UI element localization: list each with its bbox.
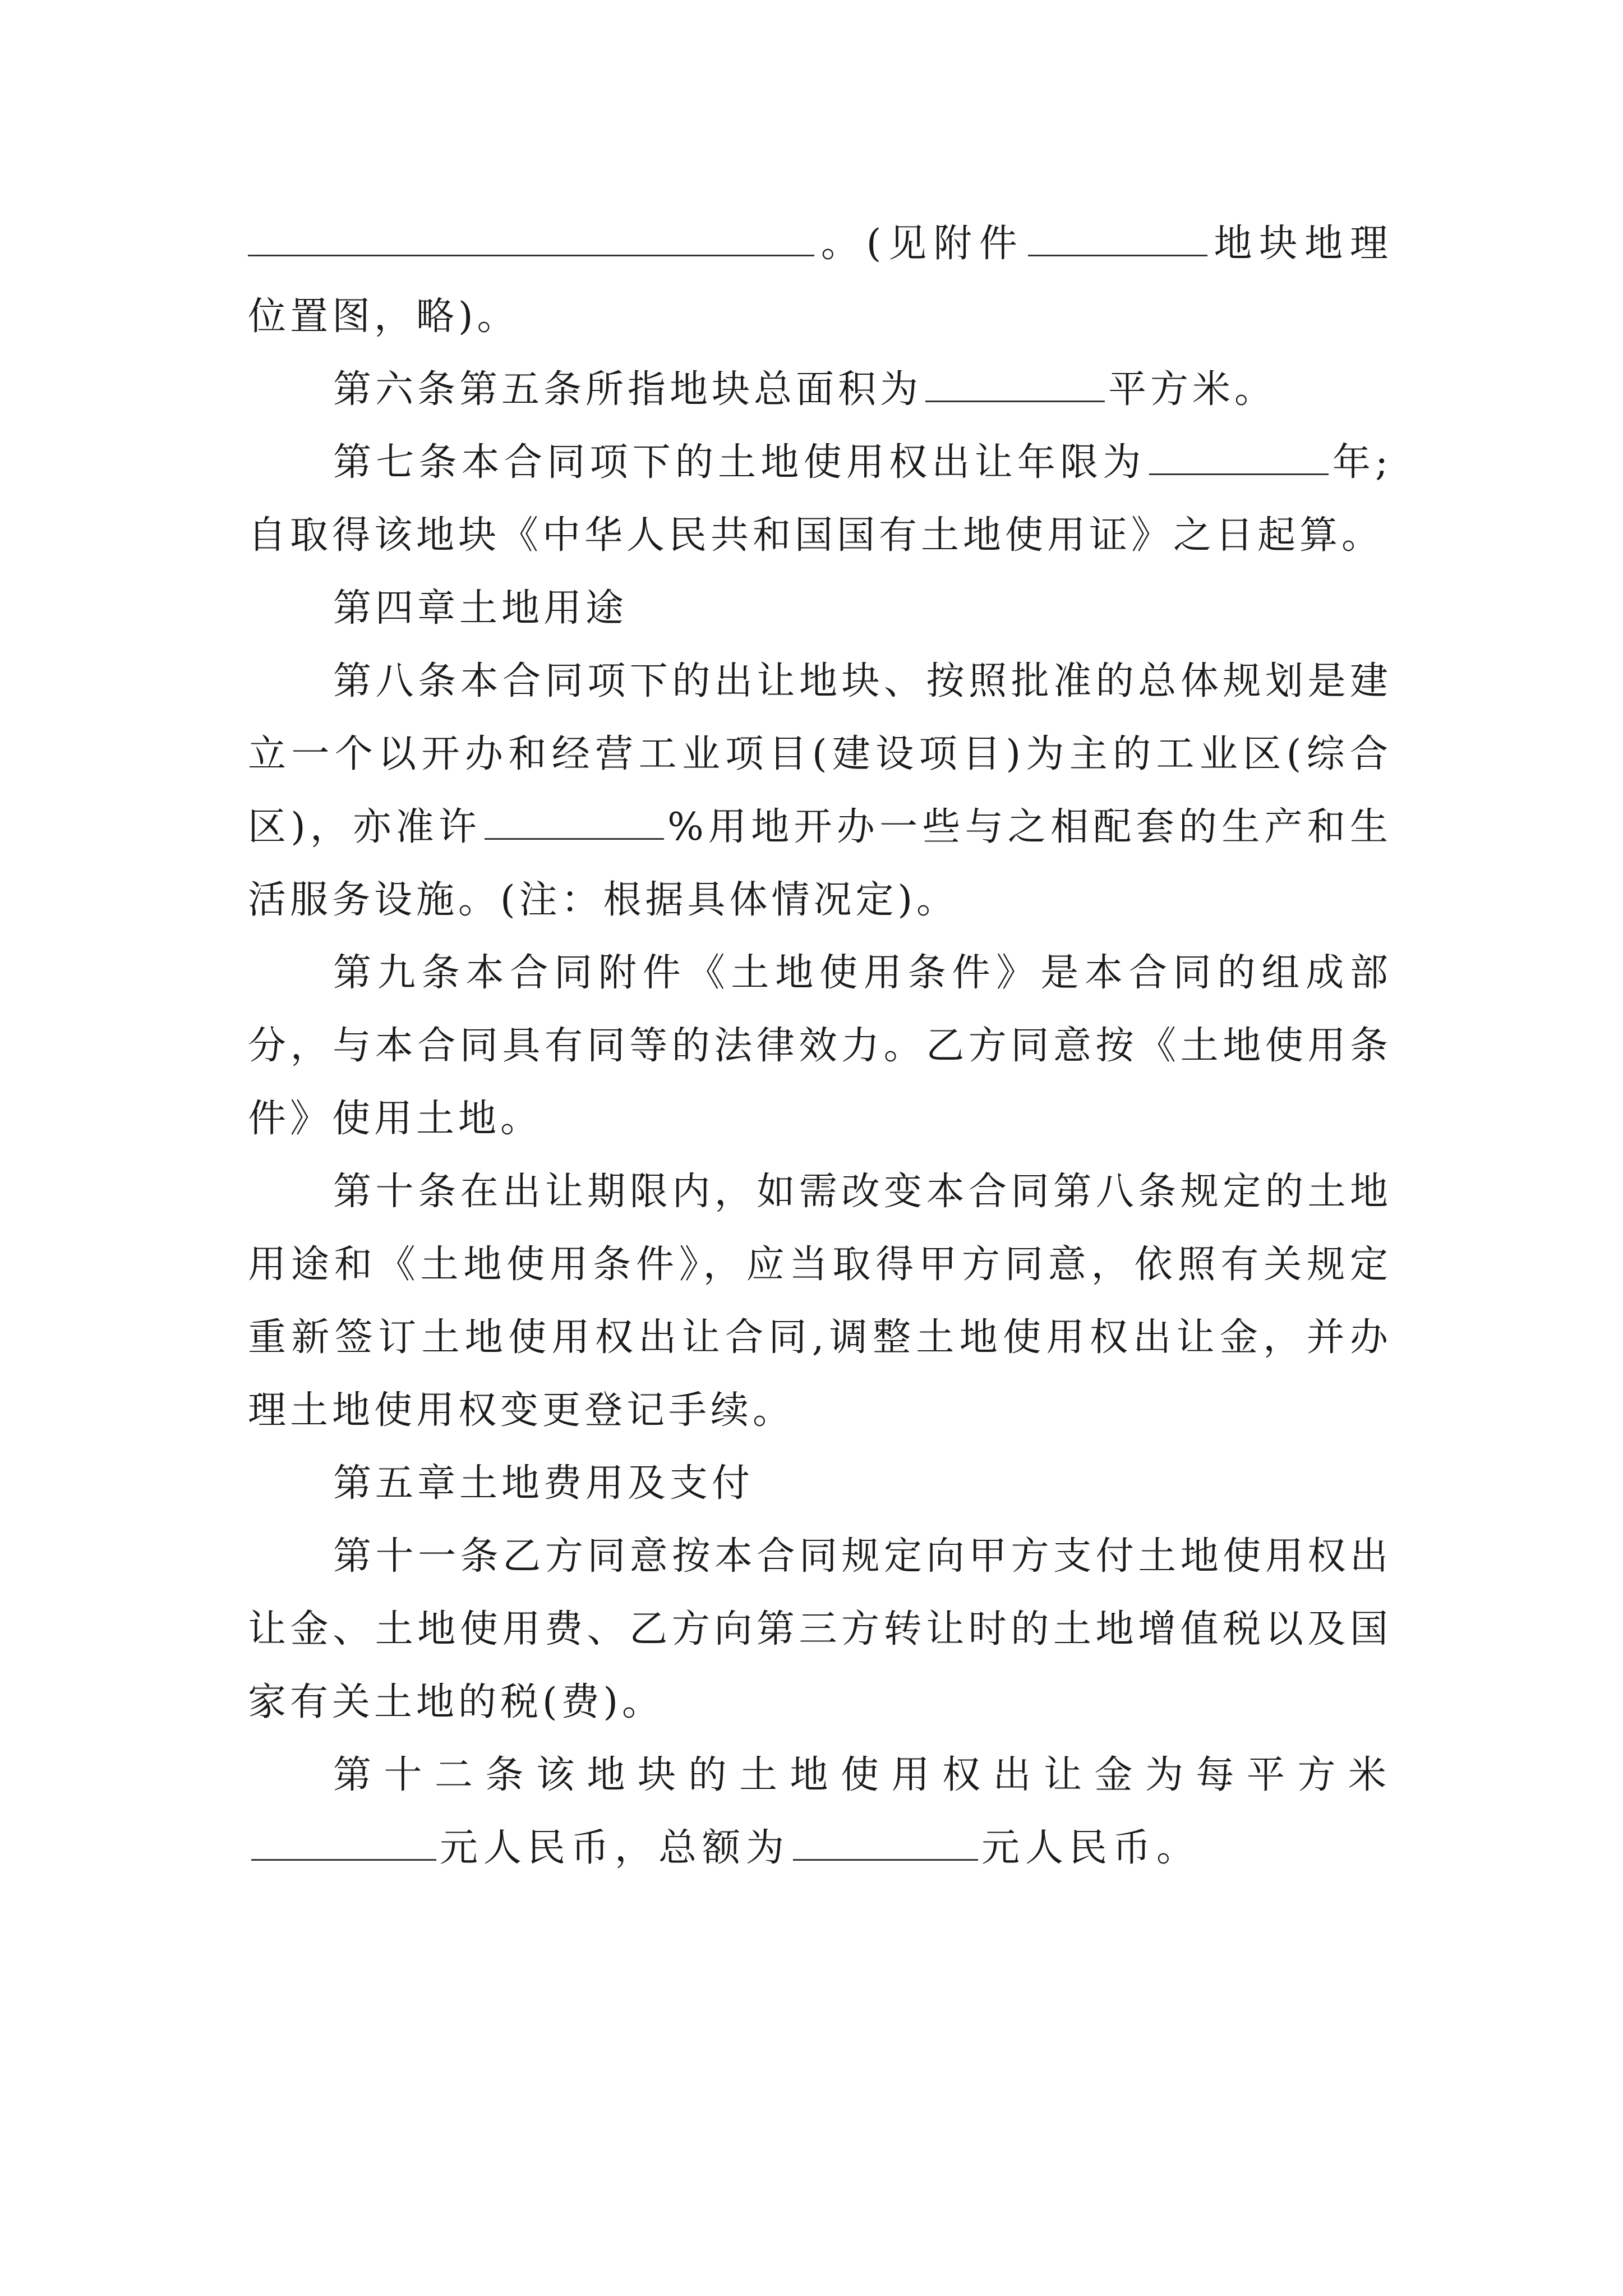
paragraph-text: 第七条本合同项下的土地使用权出让年限为 [333, 440, 1146, 485]
paragraph-text: 第四章土地用途 [333, 586, 628, 631]
paragraph-text: 第十二条该地块的土地使用权出让金为每平方米 [333, 1753, 1392, 1797]
paragraph-text: 第八条本合同项下的出让地块、按照批准的总体规划是建立一个以开办和经营工业项目(建设项目)为主的工业区(综合区)，亦准许 [248, 659, 1392, 849]
paragraph-p4 [248, 572, 1392, 645]
paragraph-text: %用地开办一些与之相配套的生产和生活服务设施。(注：根据具体情况定)。 [248, 805, 1392, 922]
fill-in-blank [485, 794, 664, 840]
contract-body [248, 208, 1392, 1885]
paragraph-text: 第九条本合同附件《土地使用条件》是本合同的组成部分，与本合同具有同等的法律效力。乙方同意按《土地使用条件》使用土地。 [248, 951, 1392, 1141]
paragraph-text: 第五章土地费用及支付 [333, 1461, 754, 1506]
fill-in-blank [1028, 211, 1207, 256]
fill-in-blank [248, 211, 814, 256]
paragraph-p9 [248, 1520, 1392, 1739]
paragraph-text: 元人民币，总额为 [440, 1826, 790, 1870]
paragraph-text: 元人民币。 [981, 1826, 1201, 1870]
paragraph-p8 [248, 1447, 1392, 1520]
paragraph-text: 。(见附件 [818, 222, 1025, 266]
fill-in-blank [251, 1815, 436, 1861]
fill-in-blank [1149, 430, 1329, 475]
fill-in-blank [793, 1815, 978, 1861]
paragraph-p7 [248, 1156, 1392, 1447]
paragraph-text: 第十条在出让期限内，如需改变本合同第八条规定的土地用途和《土地使用条件》，应当取得甲方同意，依照有关规定重新签订土地使用权出让合同,调整土地使用权出让金，并办理土地使用权变更登记手续。 [248, 1170, 1392, 1433]
paragraph-p1 [248, 208, 1392, 353]
paragraph-p5 [248, 645, 1392, 937]
paragraph-p6 [248, 937, 1392, 1156]
paragraph-text: 第六条第五条所指地块总面积为 [333, 367, 923, 412]
paragraph-p3 [248, 426, 1392, 572]
paragraph-text: 年;自取得该地块《中华人民共和国国有土地使用证》之日起算。 [248, 440, 1392, 558]
paragraph-p10 [248, 1739, 1392, 1885]
paragraph-text: 地块地理位置图，略)。 [248, 222, 1392, 339]
paragraph-text: 平方米。 [1108, 367, 1277, 412]
paragraph-p2 [248, 353, 1392, 426]
paragraph-text: 第十一条乙方同意按本合同规定向甲方支付土地使用权出让金、土地使用费、乙方向第三方转让时的土地增值税以及国家有关土地的税(费)。 [248, 1534, 1392, 1724]
fill-in-blank [925, 357, 1105, 402]
